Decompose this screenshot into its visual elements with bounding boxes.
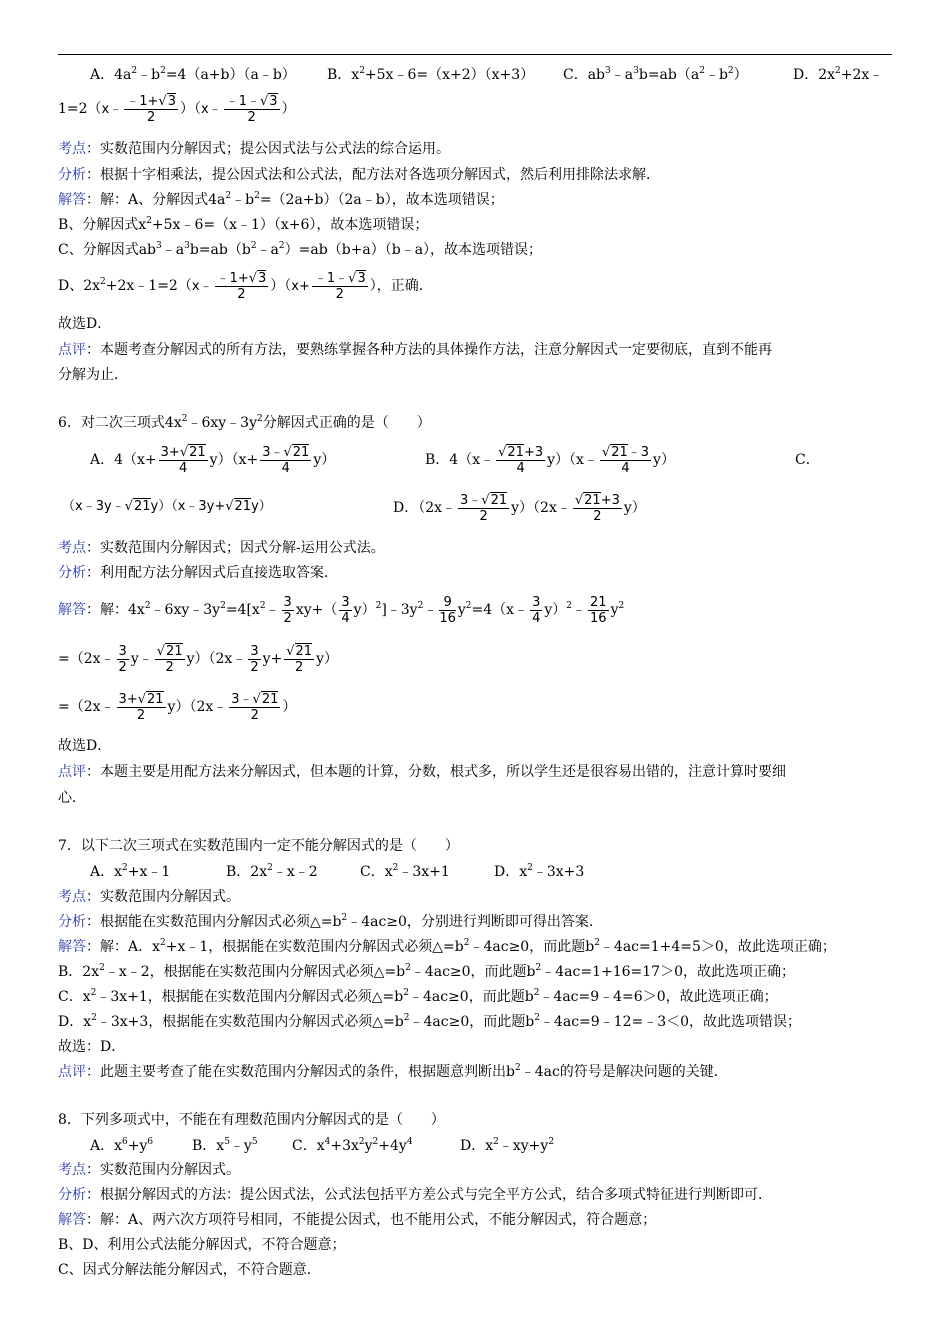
q7-guxuan: 故选：D． — [58, 1039, 126, 1055]
q7-kaodian: 考点：实数范围内分解因式。 — [58, 889, 240, 905]
q7-fenxi: 分析：根据能在实数范围内分解因式必须$\triangle=b^2﹣4ac\ge 0$，分别进行判断即可得出答案． — [58, 913, 603, 930]
q5-guxuan: 故选D． — [58, 316, 112, 332]
q5-fenxi: 分析：根据十字相乘法，提公因式法和公式法，配方法对各选项分解因式，然后利用排除法求解． — [58, 167, 660, 183]
q8-jieda-2: B、D、利用公式法能分解因式，不符合题意； — [58, 1237, 346, 1253]
q8-stem: 8．下列多项式中，不能在有理数范围内分解因式的是（ ） — [58, 1112, 445, 1128]
q8-option-a: A．$x^6+y^6$ — [90, 1137, 154, 1154]
q7-option-a: A．$x^2+x﹣1$ — [90, 863, 171, 880]
q8-fenxi: 分析：根据分解因式的方法：提公因式法，公式法包括平方差公式与完全平方公式，结合多项式特征进行判断即可． — [58, 1187, 772, 1203]
dianping-tag: 点评 — [58, 342, 86, 358]
q5-jieda-b: B、分解因式$x^2+5x﹣6=(x﹣1)(x+6)$，故本选项错误； — [58, 216, 429, 233]
q6-jieda-1: 解答：解：$4x^2﹣6xy﹣3y^2=4[x^2﹣$ $\frac{3}{2}$ xy+（ $\frac{3}{4}$ $y)^2]﹣3y^2﹣$ $\frac{9}{16}$ $y^2=4(x﹣$ $\frac{3}{4}$ y）$^2$﹣ $\frac{21}{16}$ $y^2$ — [58, 594, 625, 626]
q7-option-d: D．$x^2﹣3x+3$ — [494, 863, 585, 880]
q6-dianping-2: 心． — [58, 790, 86, 806]
q8-kaodian: 考点：实数范围内分解因式。 — [58, 1162, 240, 1178]
fenxi-tag: 分析 — [58, 167, 86, 183]
q5-jieda-d: D、$2x^2+2x﹣1=2(x﹣$ $\frac{﹣1+√3}{2}$ ）（x+ $\frac{﹣1﹣√3}{2}$ ），正确． — [58, 270, 433, 302]
q7-stem: 7．以下二次三项式在实数范围内一定不能分解因式的是（ ） — [58, 838, 459, 854]
q7-option-c: C．$x^2﹣3x+1$ — [360, 863, 450, 880]
q8-jieda-3: C、因式分解法能分解因式，不符合题意． — [58, 1262, 321, 1278]
q8-option-b: B．$x^5﹣y^5$ — [192, 1137, 258, 1154]
q7-jieda-c: C．$x^2﹣3x+1$，根据能在实数范围内分解因式必须$\triangle=b^2﹣4ac\ge 0$，而此题$b^2﹣4ac=9﹣4=6>0$，故此选项正确； — [58, 988, 778, 1005]
q8-jieda-1: 解答：解：A、两六次方项符号相同，不能提公因式，也不能用公式，不能分解因式，符合题意； — [58, 1212, 657, 1228]
q7-option-b: B．$2x^2﹣x﹣2$ — [226, 863, 318, 880]
q6-kaodian: 考点：实数范围内分解因式；因式分解-运用公式法。 — [58, 540, 385, 556]
top-rule — [58, 54, 892, 55]
q5-option-a: A．$4a^2﹣b^2=4(a+b)(a﹣b)$ — [90, 66, 296, 83]
q7-jieda-d: D．$x^2﹣3x+3$，根据能在实数范围内分解因式必须$\triangle=b^2﹣4ac\ge 0$，而此题$b^2﹣4ac=9﹣12=﹣3<0$，故此选项错误； — [58, 1013, 802, 1030]
q6-dianping-1: 点评：本题主要是用配方法来分解因式，但本题的计算，分数，根式多，所以学生还是很容易出错的，注意计算时要细 — [58, 764, 786, 780]
kaodian-tag: 考点 — [58, 141, 86, 157]
q6-option-c: （x﹣3y﹣√21y）（x﹣3y+√21y） — [62, 499, 272, 514]
q5-option-c: C．$ab^3﹣a^3b=ab(a^2﹣b^2)$ — [563, 66, 748, 83]
q6-fenxi: 分析：利用配方法分解因式后直接选取答案． — [58, 565, 338, 581]
q6-option-b: B．4（x﹣ $\frac{√21+3}{4}$ y）（x﹣ $\frac{√21﹣3}{4}$ y） — [425, 444, 675, 476]
q7-dianping: 点评：此题主要考查了能在实数范围内分解因式的条件，根据题意判断出$b^2﹣4ac$的符号是解决问题的关键． — [58, 1063, 728, 1080]
q5-dianping-1: 点评：本题考查分解因式的所有方法，要熟练掌握各种方法的具体操作方法，注意分解因式一定要彻底，直到不能再 — [58, 342, 772, 358]
q5-option-d-cont: 1=2（x﹣ $\frac{﹣1+√3}{2}$ ）（x﹣ $\frac{﹣1﹣√3}{2}$ ） — [58, 93, 296, 125]
q6-jieda-3: =（2x﹣ $\frac{3+√21}{2}$ y）（2x﹣ $\frac{3﹣√21}{2}$ ） — [58, 691, 297, 723]
q8-option-c: C．$x^4+3x^2y^2+4y^4$ — [292, 1137, 413, 1154]
q7-jieda-a: 解答：解：A．$x^2+x﹣1$，根据能在实数范围内分解因式必须$\triangle=b^2﹣4ac\ge 0$，而此题$b^2﹣4ac=1+4=5>0$，故此选项正确； — [58, 938, 836, 955]
q5-jieda-c: C、分解因式$ab^3﹣a^3b=ab(b^2﹣a^2)=ab(b+a)(b﹣a)$，故本选项错误； — [58, 241, 543, 258]
q6-jieda-2: =（2x﹣ $\frac{3}{2}$ y﹣ $\frac{√21}{2}$ y）（2x﹣ $\frac{3}{2}$ y+ $\frac{√21}{2}$ y） — [58, 643, 338, 675]
q5-jieda-a: 解答：解：A、分解因式$4a^2﹣b^2=(2a+b)(2a﹣b)$，故本选项错误； — [58, 191, 504, 208]
q6-stem: 6．对二次三项式$4x^2﹣6xy﹣3y^2$分解因式正确的是（ ） — [58, 414, 431, 431]
jieda-tag: 解答 — [58, 192, 86, 208]
q7-jieda-b: B．$2x^2﹣x﹣2$，根据能在实数范围内分解因式必须$\triangle=b^2﹣4ac\ge 0$，而此题$b^2﹣4ac=1+16=17>0$，故此选项正确； — [58, 963, 795, 980]
q6-option-d: D．（2x﹣ $\frac{3﹣√21}{2}$ y）（2x﹣ $\frac{√21+3}{2}$ y） — [393, 492, 646, 524]
q5-kaodian: 考点：实数范围内分解因式；提公因式法与公式法的综合运用。 — [58, 141, 450, 157]
q5-option-d-start: D．$2x^2+2x﹣$ — [793, 66, 884, 83]
q6-option-a: A．4（x+ $\frac{3+√21}{4}$ y）（x+ $\frac{3﹣√21}{4}$ y） — [90, 444, 336, 476]
q8-option-d: D．$x^2﹣xy+y^2$ — [460, 1137, 555, 1154]
q6-option-c-label: C． — [795, 452, 820, 468]
q5-dianping-2: 分解为止． — [58, 367, 128, 383]
q6-guxuan: 故选D． — [58, 738, 112, 754]
q5-option-b: B．$x^2+5x﹣6=(x+2)(x+3)$ — [327, 66, 535, 83]
